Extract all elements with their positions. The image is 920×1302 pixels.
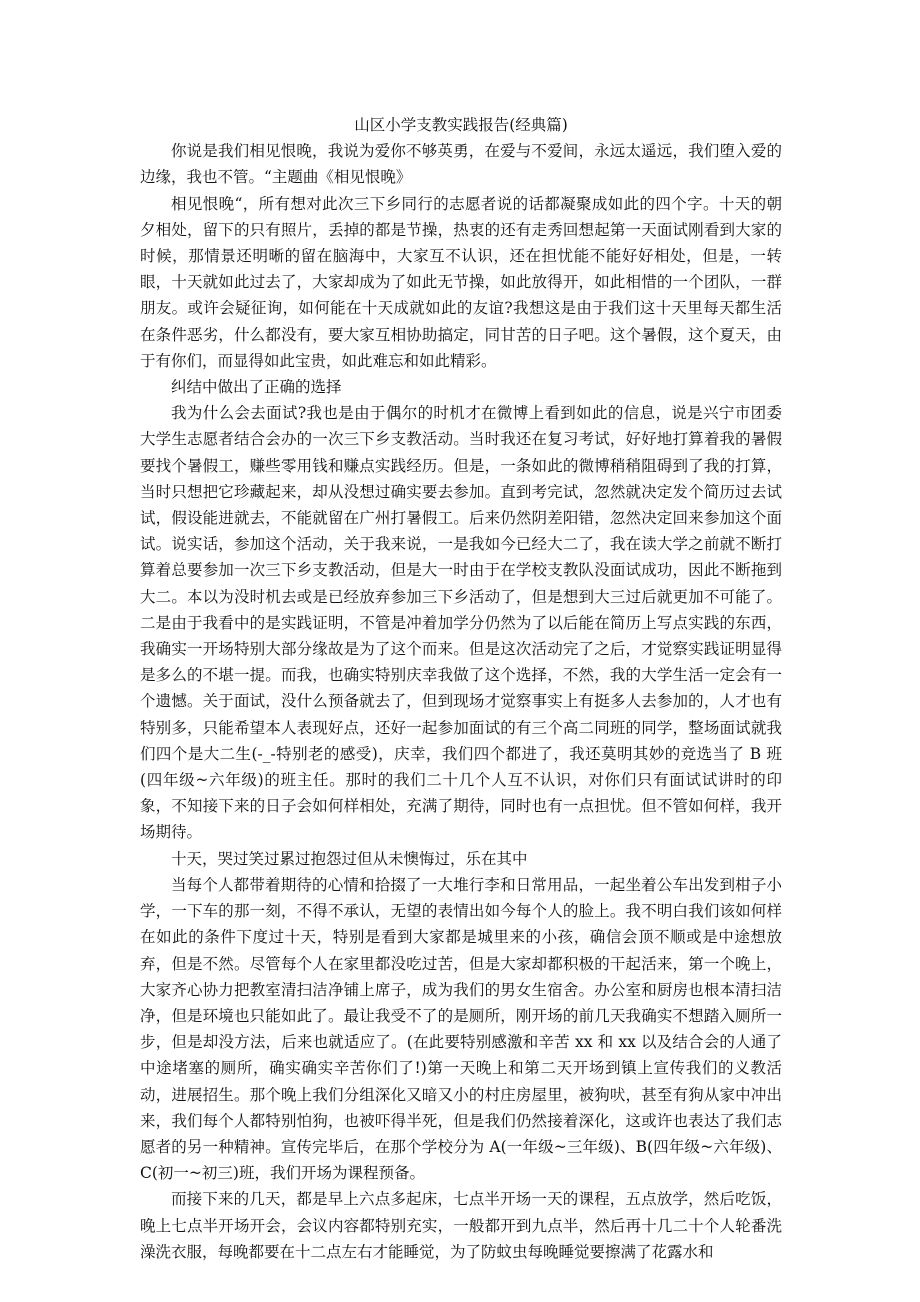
paragraph-daily-routine: 而接下来的几天，都是早上六点多起床，七点半开场一天的课程，五点放学，然后吃饭，晚上七点半开场开会，会议内容都特别充实，一般都开到九点半，然后再十几二十个人轮番洗澡洗衣服，每晚都要在十二点左右才能睡觉，为了防蚊虫每晚睡觉要擦满了花露水和 — [140, 1190, 782, 1261]
section-heading-ten-days: 十天，哭过笑过累过抱怨过但从未懊悔过，乐在其中 — [171, 849, 528, 868]
paragraph-late-acquaintance: 相见恨晚“，所有想对此次三下乡同行的志愿者说的话都凝聚成如此的四个字。十天的朝夕相处，留下的只有照片，丢掉的都是节操，热衷的还有走秀回想起第一天面试刚看到大家的时候，那情景还明晰的留在脑海中，大家互不认识，还在担忧能不能好好相处，但是，一转眼，十天就如此过去了，大家却成为了如此无节操，如此放得开，如此相惜的一个团队，一群朋友。或许会疑征询，如何能在十天成就如此的友谊?我想这是由于我们这十天里每天都生活在条件恶劣，什么都没有，要大家互相协助搞定，同甘苦的日子吧。这个暑假，这个夏天，由于有你们，而显得如此宝贵，如此难忘和如此精彩。 — [140, 194, 782, 370]
paragraph-interview: 我为什么会去面试?我也是由于偶尔的时机才在微博上看到如此的信息，说是兴宁市团委大学生志愿者结合会办的一次三下乡支教活动。当时我还在复习考试，好好地打算着我的暑假要找个暑假工，赚些零用钱和赚点实践经历。但是，一条如此的微博稍稍阻碍到了我的打算，当时只想把它珍藏起来，却从没想过确实要去参加。直到考完试，忽然就决定发个简历过去试试，假设能进就去，不能就留在广州打暑假工。后来仍然阴差阳错，忽然决定回来参加这个面试。说实话，参加这个活动，关于我来说，一是我如今已经大二了，我在读大学之前就不断打算着总要参加一次三下乡支教活动，但是大一时由于在学校支教队没面试成功，因此不断拖到大二。本以为没时机去或是已经放弃参加三下乡活动了，但是想到大三过后就更加不可能了。二是由于我看中的是实践证明，不管是冲着加学分仍然为了以后能在简历上写点实践的东西，我确实一开场特别大部分缘故是为了这个而来。但是这次活动完了之后，才觉察实践证明显得是多么的不堪一提。而我，也确实特别庆幸我做了这个选择，不然，我的大学生活一定会有一个遗憾。关于面试，没什么预备就去了，但到现场才觉察事实上有挺多人去参加的，人才也有特别多，只能希望本人表现好点，还好一起参加面试的有三个高二同班的同学，整场面试就我们四个是大二生(-_-特别老的感受)，庆幸，我们四个都进了，我还莫明其妙的竞选当了 B 班(四年级~六年级)的班主任。那时的我们二十几个人互不认识，对你们只有面试试讲时的印象，不知接下来的日子会如何样相处，充满了期待，同时也有一点担忧。但不管如何样，我开场期待。 — [140, 404, 782, 842]
section-heading-choice: 纠结中做出了正确的选择 — [171, 378, 342, 397]
paragraph-intro-lyric: 你说是我们相见恨晚，我说为爱你不够英勇，在爱与不爱间，永远太遥远，我们堕入爱的边缘，我也不管。“主题曲《相见恨晚》 — [140, 142, 782, 187]
document-title: 山区小学支教实践报告(经典篇) — [354, 116, 568, 134]
document-page — [140, 112, 782, 1265]
paragraph-arrival: 当每个人都带着期待的心情和拾掇了一大堆行李和日常用品，一起坐着公车出发到柑子小学，一下车的那一刻，不得不承认，无望的表情出如今每个人的脸上。我不明白我们该如何样在如此的条件下度过十天，特别是看到大家都是城里来的小孩，确信会顶不顺或是中途想放弃，但是不然。尽管每个人在家里都没吃过苦，但是大家却都积极的干起活来，第一个晚上，大家齐心协力把教室清扫洁净铺上席子，成为我们的男女生宿舍。办公室和厨房也根本清扫洁净，但是环境也只能如此了。最让我受不了的是厕所，刚开场的前几天我确实不想踏入厕所一步，但是却没方法，后来也就适应了。(在此要特别感激和辛苦 xx 和 xx 以及结合会的人通了中途堵塞的厕所，确实确实辛苦你们了!)第一天晚上和第二天开场到镇上宣传我们的义教活动，进展招生。那个晚上我们分组深化又暗又小的村庄房屋里，被狗吠，甚至有狗从家中冲出来，我们每个人都特别怕狗，也被吓得半死，但是我们仍然接着深化，这或许也表达了我们志愿者的另一种精神。宣传完毕后，在那个学校分为 A(一年级~三年级)、B(四年级~六年级)、C(初一~初三)班，我们开场为课程预备。 — [140, 875, 782, 1183]
